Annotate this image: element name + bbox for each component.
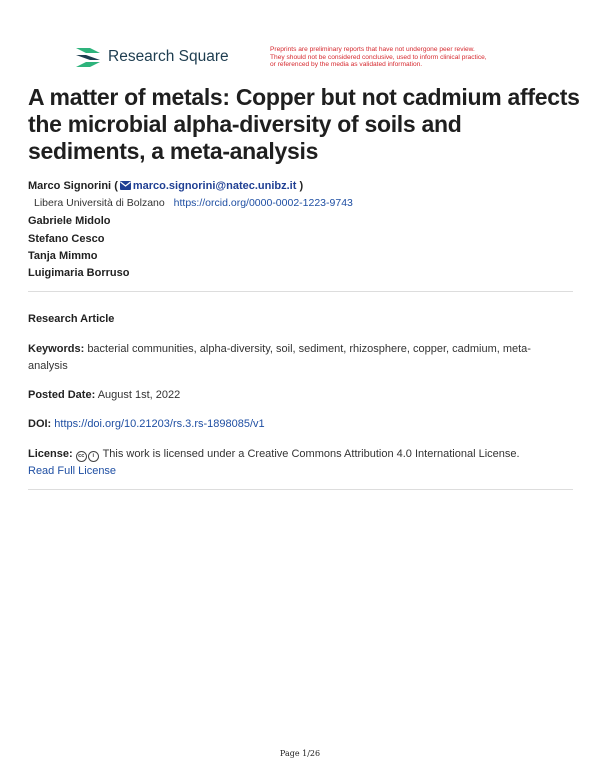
- article-type: Research Article: [28, 313, 115, 325]
- coauthor-name: Gabriele Midolo: [28, 215, 111, 227]
- coauthor-name: Tanja Mimmo: [28, 250, 98, 262]
- page-number: Page 1/26: [279, 749, 321, 758]
- research-square-logo[interactable]: [74, 44, 229, 70]
- doi-link[interactable]: https://doi.org/10.21203/rs.3.rs-1898085/v1: [54, 418, 265, 430]
- disclaimer-line: They should not be considered conclusive, used to inform clinical practice,: [270, 53, 487, 61]
- by-icon: i: [88, 451, 99, 462]
- license-label: License:: [28, 448, 73, 460]
- divider: [28, 489, 573, 490]
- keywords-section: [28, 341, 568, 375]
- logo-text: Research Square: [108, 48, 229, 65]
- close-paren: ): [299, 180, 304, 192]
- envelope-icon: [120, 181, 131, 190]
- research-square-logo-icon: [74, 44, 102, 70]
- divider: [28, 291, 573, 292]
- license-section: [28, 446, 568, 480]
- disclaimer-line: Preprints are preliminary reports that have not undergone peer review.: [270, 46, 475, 53]
- coauthor-name: Luigimaria Borruso: [28, 267, 130, 279]
- corresponding-author: [28, 180, 303, 192]
- paper-title: A matter of metals: Copper but not cadmium affects the microbial alpha-diversity of soils and sediments, a meta-analysis: [28, 84, 580, 164]
- affiliation-name: Libera Università di Bolzano: [34, 197, 165, 209]
- keywords-label: Keywords:: [28, 343, 85, 355]
- author-affiliation: [34, 197, 353, 209]
- posted-date-label: Posted Date:: [28, 389, 96, 401]
- coauthor-name: Stefano Cesco: [28, 233, 105, 245]
- keywords-value: bacterial communities, alpha-diversity, soil, sediment, rhizosphere, copper, cadmium, meta-analysis: [28, 343, 531, 372]
- author-email-link[interactable]: marco.signorini@natec.unibz.it: [132, 180, 297, 192]
- license-text: This work is licensed under a Creative Commons Attribution 4.0 International License.: [102, 448, 520, 460]
- posted-date-section: [28, 387, 568, 404]
- doi-section: [28, 416, 568, 433]
- disclaimer-line: or referenced by the media as validated information.: [270, 61, 423, 69]
- preprint-disclaimer: [270, 46, 570, 69]
- open-paren: (: [114, 180, 118, 192]
- doi-label: DOI:: [28, 418, 52, 430]
- orcid-link[interactable]: https://orcid.org/0000-0002-1223-9743: [173, 197, 353, 209]
- author-name: Marco Signorini: [28, 180, 112, 192]
- posted-date-value: August 1st, 2022: [97, 389, 181, 401]
- cc-icon: cc: [76, 451, 87, 462]
- read-full-license-link[interactable]: Read Full License: [28, 465, 117, 477]
